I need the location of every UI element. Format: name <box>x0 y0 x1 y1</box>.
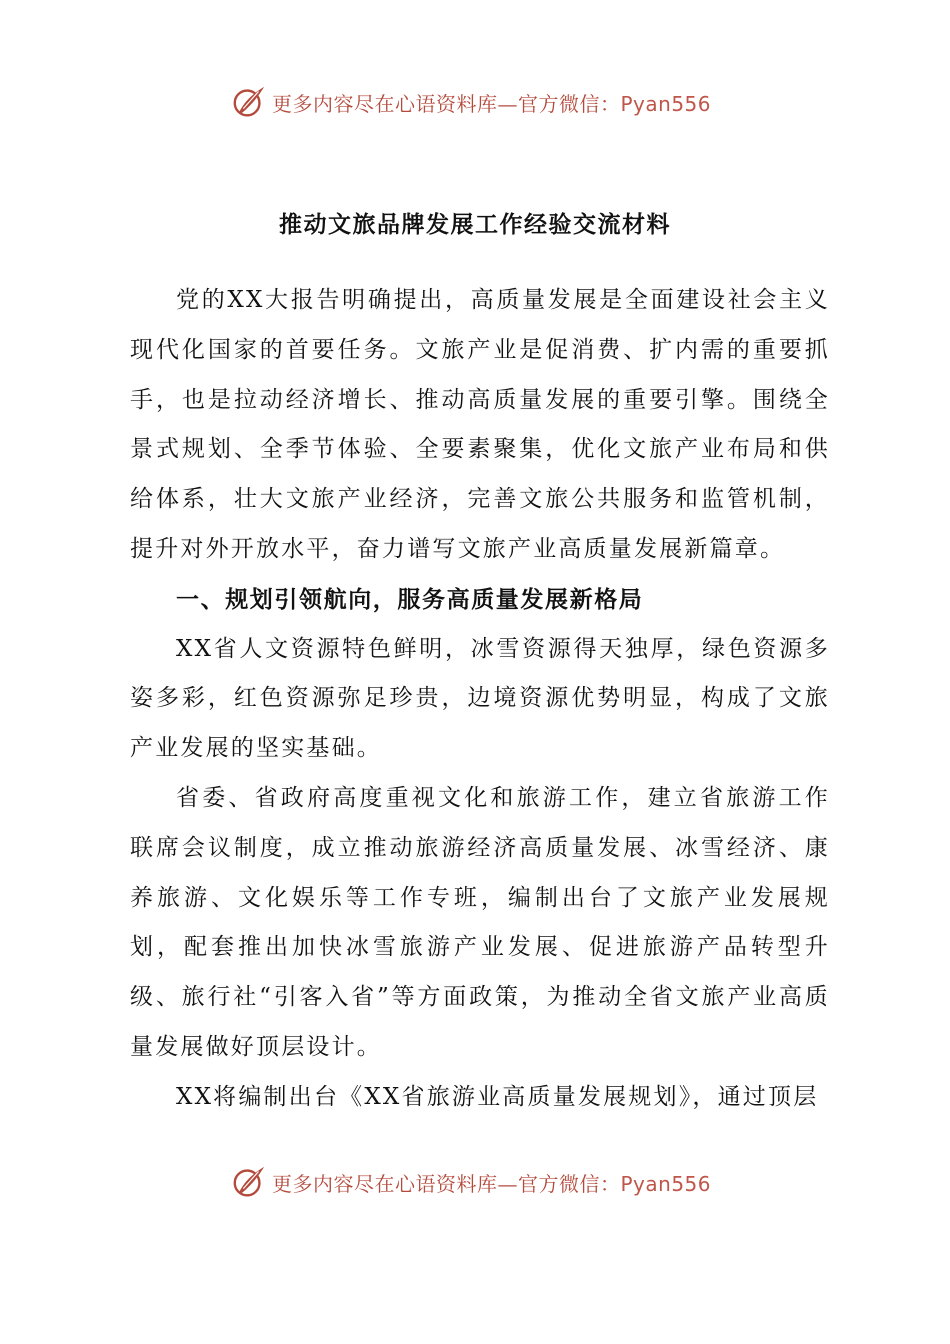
banner-text: 更多内容尽在心语资料库— <box>272 91 518 116</box>
banner-wechat-id: Pyan556 <box>620 1171 712 1196</box>
banner-wechat-id: Pyan556 <box>620 91 712 116</box>
footer-watermark <box>230 1162 711 1202</box>
paragraph-policy: 省委、省政府高度重视文化和旅游工作，建立省旅游工作联席会议制度，成立推动旅游经济高质量发展、冰雪经济、康养旅游、文化娱乐等工作专班，编制出台了文旅产业发展规划，配套推出加快冰雪旅游产业发展、促进旅游产品转型升级、旅行社“引客入省”等方面政策，为推动全省文旅产业高质量发展做好顶层设计。 <box>130 784 830 1060</box>
header-watermark <box>230 82 711 122</box>
paragraph-intro: 党的XX大报告明确提出，高质量发展是全面建设社会主义现代化国家的首要任务。文旅产业是促消费、扩内需的重要抓手，也是拉动经济增长、推动高质量发展的重要引擎。围绕全景式规划、全季节体验、全要素聚集，优化文旅产业布局和供给体系，壮大文旅产业经济，完善文旅公共服务和监管机制，提升对外开放水平，奋力谱写文旅产业高质量发展新篇章。 <box>130 287 830 562</box>
paragraph-plan: XX将编制出台《XX省旅游业高质量发展规划》，通过顶层 <box>176 1083 819 1110</box>
document-body <box>130 276 830 1123</box>
banner-text: 更多内容尽在心语资料库— <box>272 1171 518 1196</box>
paragraph-resources: XX省人文资源特色鲜明，冰雪资源得天独厚，绿色资源多姿多彩，红色资源弥足珍贵，边境资源优势明显，构成了文旅产业发展的坚实基础。 <box>130 635 830 762</box>
section-heading-1: 一、规划引领航向，服务高质量发展新格局 <box>176 585 644 613</box>
banner-wechat-label: 官方微信： <box>518 1171 621 1196</box>
document-title: 推动文旅品牌发展工作经验交流材料 <box>279 211 671 238</box>
feather-pen-logo-icon <box>230 1163 268 1201</box>
feather-pen-logo-icon <box>230 83 268 121</box>
banner-wechat-label: 官方微信： <box>518 91 621 116</box>
